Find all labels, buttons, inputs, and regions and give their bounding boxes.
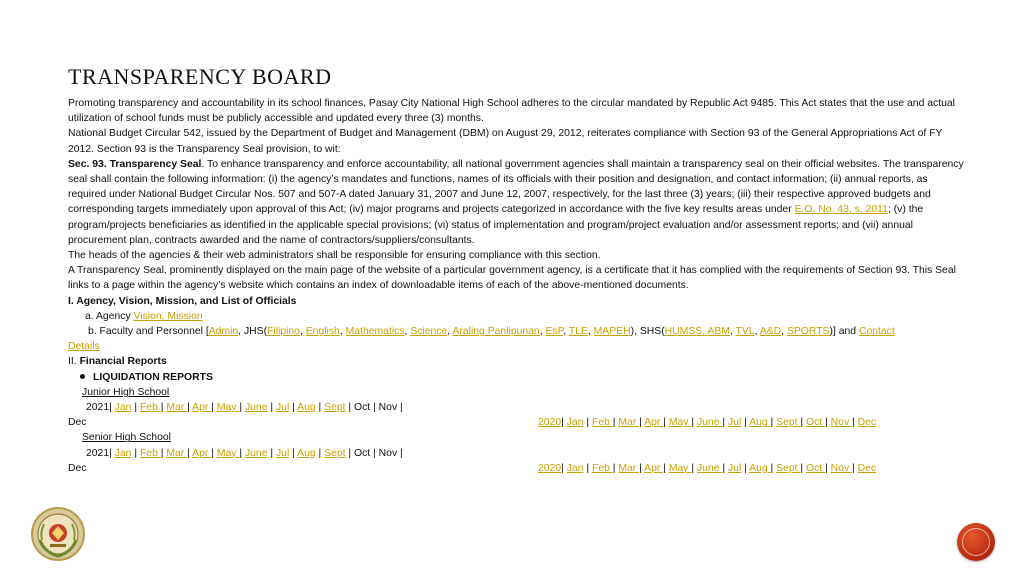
jhs-prefix: , JHS( — [238, 326, 268, 338]
jhs-month-link[interactable]: Apr — [192, 402, 212, 414]
jhs-subject-link[interactable]: TLE — [568, 326, 588, 338]
jhs-month-link[interactable]: May — [668, 417, 692, 429]
eo-link[interactable]: E.O. No. 43, s. 2011 — [794, 204, 888, 216]
jhs-dec-2021: Dec — [68, 417, 87, 429]
shs-month-link[interactable]: Jul — [727, 462, 742, 474]
jhs-month-link[interactable]: Dec — [857, 417, 877, 429]
shs-month-link[interactable]: May — [216, 447, 240, 459]
jhs-month-link[interactable]: Jan — [114, 402, 132, 414]
jhs-label-line — [68, 385, 966, 400]
shs-month-link[interactable]: Mar — [618, 462, 640, 474]
shs-month-text: Nov — [378, 447, 398, 459]
jhs-month-link[interactable]: May — [216, 402, 240, 414]
shs-dec-2021: Dec — [68, 462, 87, 474]
jhs-month-link[interactable]: Mar — [166, 402, 188, 414]
jhs-month-link[interactable]: Aug — [749, 417, 771, 429]
and-text: )] and — [829, 326, 859, 338]
shs-prefix: ), SHS( — [630, 326, 665, 338]
shs-track-link[interactable]: A&D — [759, 326, 782, 338]
shs-month-link[interactable]: Apr — [644, 462, 664, 474]
section2-roman: II. — [68, 356, 80, 368]
section1-heading: I. Agency, Vision, Mission, and List of Officials — [68, 295, 297, 307]
shs-links: HUMSS, ABM, TVL, A&D, SPORTS — [664, 326, 830, 338]
school-seal-logo — [30, 506, 86, 562]
shs-month-link[interactable]: May — [668, 462, 692, 474]
shs-label-line — [68, 430, 966, 445]
agency-prefix: a. Agency — [85, 310, 134, 322]
jhs-month-link[interactable]: Sept — [776, 417, 801, 429]
shs-month-link[interactable]: Sept — [324, 447, 346, 459]
jhs-month-link[interactable]: Jan — [566, 417, 584, 429]
shs-year-2021: 2021| — [86, 447, 115, 459]
shs-month-link[interactable]: Jan — [114, 447, 132, 459]
jhs-2020-row: 2020| Jan | Feb | Mar | Apr | May | June | Jul | Aug | Sept | Oct | Nov | Dec — [538, 417, 877, 429]
jhs-month-link[interactable]: June — [244, 402, 268, 414]
jhs-month-text: Nov — [378, 402, 398, 414]
shs-month-link[interactable]: Feb — [139, 447, 161, 459]
contact-details-link[interactable]: Details — [68, 341, 100, 353]
jhs-month-link[interactable]: Jul — [275, 402, 290, 414]
jhs-subject-link[interactable]: Science — [410, 326, 448, 338]
jhs-month-link[interactable]: Aug — [297, 402, 316, 414]
sec93-text-b: ; (v) the program/projects beneficiaries as identified in the applicable special provisions; (vi) status of implementation and program/project evaluation and/or assessment reports; and (vii) annual procurement plan, contracts awarded and the name of contractors/suppliers/consultants. — [68, 204, 924, 246]
shs-month-link[interactable]: Jul — [275, 447, 290, 459]
shs-dec-row — [68, 461, 966, 476]
shs-month-link[interactable]: Oct — [806, 462, 826, 474]
jhs-subject-link[interactable]: Filipino — [267, 326, 300, 338]
jhs-year-2021: 2021| — [86, 402, 115, 414]
jhs-dec-row — [68, 415, 966, 430]
jhs-links: Filipino, English, Mathematics, Science, Araling Panlipunan, EsP, TLE, MAPEH — [267, 326, 631, 338]
jhs-month-link[interactable]: Mar — [618, 417, 640, 429]
shs-month-link[interactable]: Jan — [566, 462, 584, 474]
sec93-text-a: . To enhance transparency and enforce accountability, all national government agencies shall maintain a transparency seal on their official websites. The transparency seal shall contain the following information: (i) the agency’s mandates and functions, names of its officials with their position and designation, and contact information; (ii) annual reports, as required under National Budget Circular Nos. 507 and 507-A dated January 31, 2007 and June 12, 2007, respectively, for the last three (3) years; (iii) their respective approved budgets and corresponding targets immediately upon approval of this Act; (iv) major programs and projects categorized in accordance with the five key results areas under — [68, 158, 964, 216]
section2-title: Financial Reports — [79, 356, 167, 368]
jhs-subject-link[interactable]: Mathematics — [345, 326, 405, 338]
sec93-label: Sec. 93. Transparency Seal — [68, 158, 202, 170]
jhs-subject-link[interactable]: EsP — [545, 326, 564, 338]
content — [68, 96, 966, 476]
jhs-2021-row: 2021| Jan | Feb | Mar | Apr | May | June | Jul | Aug | Sept | Oct | Nov | — [86, 402, 403, 414]
jhs-month-link[interactable]: Nov — [830, 417, 853, 429]
jhs-subject-link[interactable]: MAPEH — [593, 326, 631, 338]
jhs-subject-link[interactable]: Araling Panlipunan — [452, 326, 540, 338]
intro-paragraph-4: The heads of the agencies & their web administrators shall be responsible for ensuring compliance with this section. — [68, 250, 601, 262]
section2-heading — [68, 354, 966, 369]
bullet-icon — [80, 374, 85, 379]
jhs-month-link[interactable]: Oct — [806, 417, 826, 429]
jhs-month-link[interactable]: Feb — [591, 417, 613, 429]
next-slide-button[interactable] — [957, 523, 995, 561]
shs-track-link[interactable]: SPORTS — [786, 326, 830, 338]
jhs-month-link[interactable]: Feb — [139, 402, 161, 414]
shs-month-link[interactable]: Mar — [166, 447, 188, 459]
jhs-month-link[interactable]: Sept — [324, 402, 346, 414]
shs-month-link[interactable]: Nov — [830, 462, 853, 474]
faculty-line — [68, 324, 966, 339]
intro-paragraph-1: Promoting transparency and accountability in its school finances, Pasay City National High School adheres to the circular mandated by Republic Act 9485. This Act states that the use and actual utilization of school funds must be publicly accessible and updated every three (3) months. — [68, 98, 955, 125]
shs-2020-row: 2020| Jan | Feb | Mar | Apr | May | June | Jul | Aug | Sept | Oct | Nov | Dec — [538, 462, 877, 474]
shs-2021-row: 2021| Jan | Feb | Mar | Apr | May | June | Jul | Aug | Sept | Oct | Nov | — [86, 447, 403, 459]
jhs-year-2020-link[interactable]: 2020 — [538, 417, 562, 429]
faculty-prefix: b. Faculty and Personnel [ — [88, 326, 209, 338]
shs-month-link[interactable]: Aug — [297, 447, 316, 459]
contact-line-2 — [68, 339, 966, 354]
shs-month-link[interactable]: June — [244, 447, 268, 459]
shs-month-link[interactable]: Apr — [192, 447, 212, 459]
shs-year-2020-link[interactable]: 2020 — [538, 462, 562, 474]
jhs-month-link[interactable]: June — [696, 417, 723, 429]
shs-month-link[interactable]: Sept — [776, 462, 801, 474]
jhs-month-link[interactable]: Apr — [644, 417, 664, 429]
shs-label: Senior High School — [82, 432, 171, 444]
intro-paragraph-2: National Budget Circular 542, issued by the Department of Budget and Management (DBM) on August 29, 2012, reiterates compliance with Section 93 of the General Appropriations Act of FY 2012. Section 93 is the Transparency Seal provision, to wit: — [68, 128, 943, 155]
shs-month-text: Oct — [354, 447, 371, 459]
shs-month-link[interactable]: Dec — [857, 462, 877, 474]
shs-month-link[interactable]: June — [696, 462, 723, 474]
contact-link[interactable]: Contact — [858, 326, 895, 338]
shs-track-link[interactable]: TVL — [735, 326, 755, 338]
admin-link[interactable]: Admin — [208, 326, 239, 338]
jhs-month-text: Oct — [354, 402, 371, 414]
page-title: TRANSPARENCY BOARD — [68, 64, 332, 89]
shs-track-link[interactable]: HUMSS, ABM — [664, 326, 730, 338]
agency-line — [68, 309, 966, 324]
liquidation-bullet — [68, 370, 966, 385]
jhs-label: Junior High School — [82, 386, 170, 398]
intro-paragraph-5: A Transparency Seal, prominently displayed on the main page of the website of a particular government agency, is a certificate that it has complied with the requirements of Section 93. This Seal links to a page within the agency’s website which contains an index of downloadable items of each of the above-mentioned documents. — [68, 265, 956, 292]
shs-month-link[interactable]: Aug — [749, 462, 771, 474]
section-93-paragraph — [68, 157, 966, 248]
next-slide-circle-icon — [962, 528, 990, 556]
jhs-subject-link[interactable]: English — [305, 326, 340, 338]
jhs-month-link[interactable]: Jul — [727, 417, 742, 429]
vision-mission-link[interactable]: Vision, Mission — [133, 310, 203, 322]
shs-month-link[interactable]: Feb — [591, 462, 613, 474]
liquidation-label: LIQUIDATION REPORTS — [93, 371, 213, 383]
